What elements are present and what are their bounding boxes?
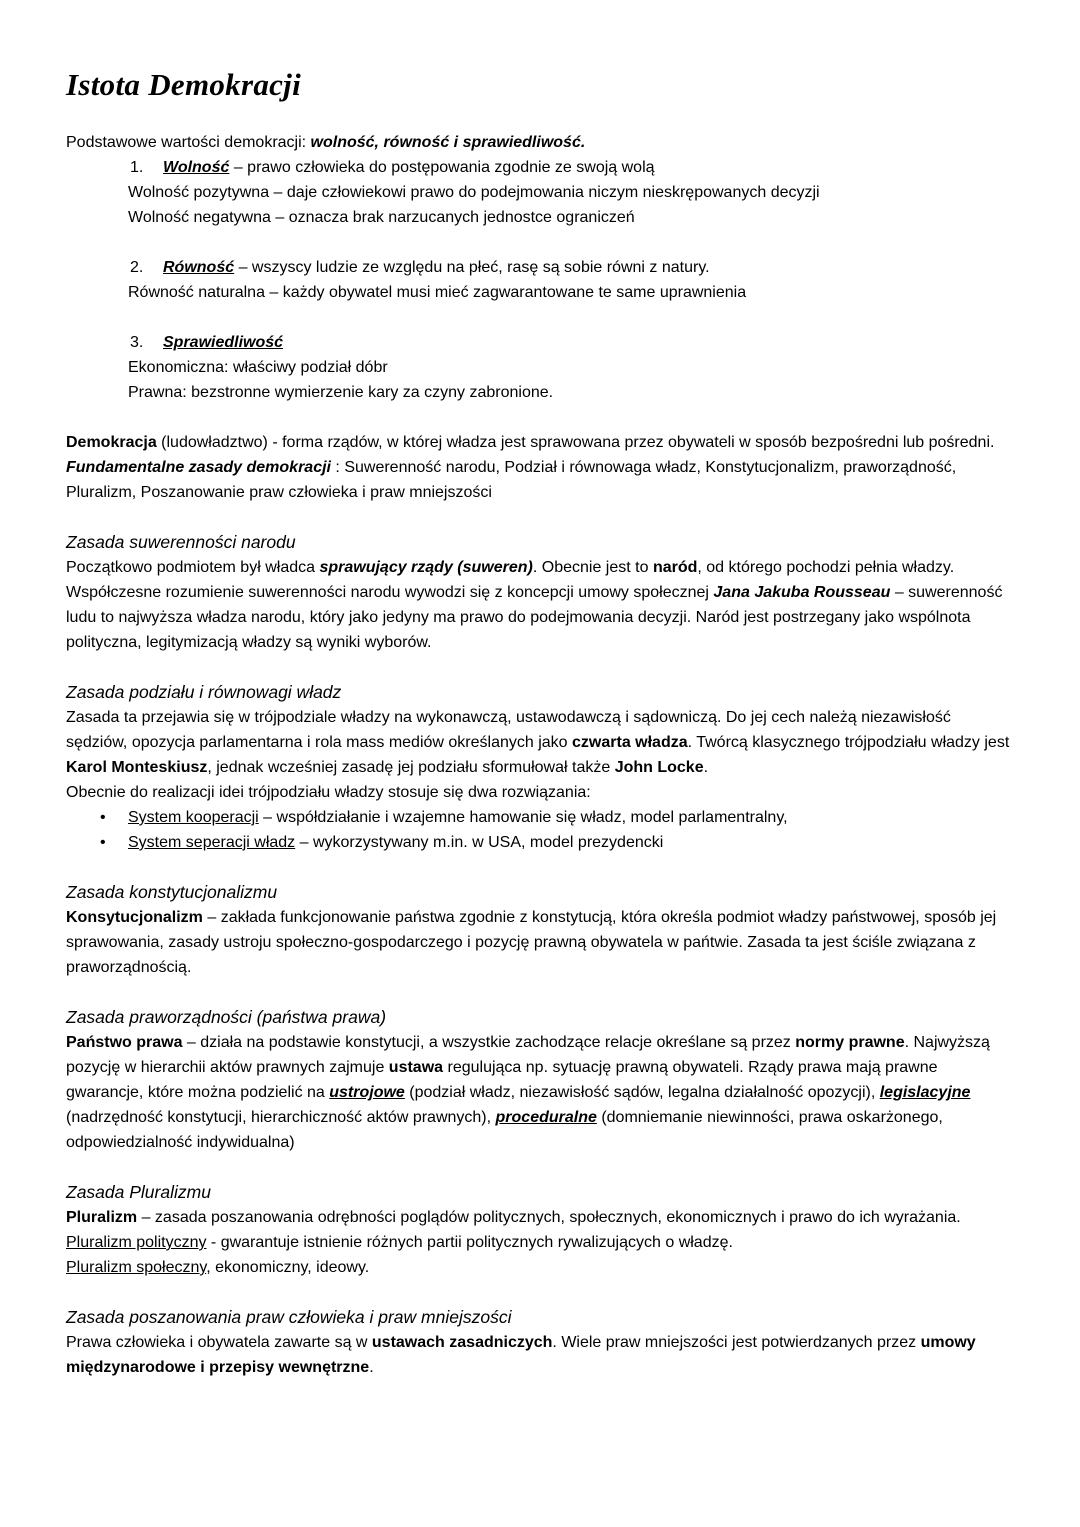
text-run: – współdziałanie i wzajemne hamowanie się władz, model parlamentralny, xyxy=(258,809,788,826)
paragraph xyxy=(66,705,1016,780)
text-run: Wolność pozytywna – daje człowiekowi prawo do podejmowania niczym nieskrępowanych decyzji xyxy=(128,184,820,201)
text-run: regulująca np. sytuację prawną obywateli. Rządy prawa mają prawne gwarancje, które można podzielić na xyxy=(66,1059,938,1101)
text-run: Zasada praworządności (państwa prawa) xyxy=(66,1007,387,1027)
bullet-icon: • xyxy=(100,809,106,826)
text-run: Równość xyxy=(163,259,235,276)
spacer xyxy=(66,1155,1016,1180)
text-run: ustawa xyxy=(388,1059,444,1076)
paragraph xyxy=(66,130,1016,155)
section-heading xyxy=(66,1305,1016,1330)
text-run: Państwo prawa xyxy=(66,1034,183,1051)
paragraph xyxy=(66,1205,1016,1230)
text-run: Sprawiedliwość xyxy=(163,334,284,351)
spacer xyxy=(66,655,1016,680)
text-run: Zasada suwerenności narodu xyxy=(66,532,296,552)
text-run: Zasada ta przejawia się w trójpodziale władzy na wykonawczą, ustawodawczą i sądowniczą. Do jej cech należą niezawisłość sędziów, opozycja parlamentarna i rola mass mediów określanych jako xyxy=(66,709,951,751)
text-run: Ekonomiczna: właściwy podział dóbr xyxy=(128,359,388,376)
text-run: Prawna: bezstronne wymierzenie kary za czyny zabronione. xyxy=(128,384,554,401)
text-run: Demokracja xyxy=(66,434,157,451)
document-body xyxy=(66,130,1016,1380)
text-run: . xyxy=(703,759,709,776)
text-run: Fundamentalne zasady demokracji xyxy=(66,459,331,476)
text-run: Równość naturalna – każdy obywatel musi mieć zagwarantowane te same uprawnienia xyxy=(128,284,747,301)
text-run: Obecnie do realizacji idei trójpodziału władzy stosuje się dwa rozwiązania: xyxy=(66,784,591,801)
text-run: John Locke xyxy=(614,759,704,776)
text-run: System kooperacji xyxy=(128,809,259,826)
text-run: . Wiele praw mniejszości jest potwierdzanych przez xyxy=(552,1334,921,1351)
text-run: System seperacji władz xyxy=(128,834,296,851)
spacer xyxy=(66,405,1016,430)
text-run: Wolność negatywna – oznacza brak narzucanych jednostce ograniczeń xyxy=(128,209,635,226)
numbered-item xyxy=(66,155,1016,180)
paragraph xyxy=(66,905,1016,980)
bullet-icon: • xyxy=(100,834,106,851)
text-run: Zasada konstytucjonalizmu xyxy=(66,882,278,902)
text-run: (domniemanie niewinności, prawa oskarżonego, odpowiedzialność indywidualna) xyxy=(66,1109,943,1151)
spacer xyxy=(66,855,1016,880)
text-run: Początkowo podmiotem był władca xyxy=(66,559,320,576)
text-run: Zasada poszanowania praw człowieka i praw mniejszości xyxy=(66,1307,512,1327)
section-heading xyxy=(66,1005,1016,1030)
text-run: proceduralne xyxy=(495,1109,597,1126)
indented-line xyxy=(66,180,1016,205)
spacer xyxy=(66,1280,1016,1305)
document-title: Istota Demokracji xyxy=(66,67,302,102)
text-run: ustawach zasadniczych xyxy=(371,1334,553,1351)
text-run: , od którego pochodzi pełnia władzy. Współczesne rozumienie suwerenności narodu wywodzi się z koncepcji umowy społecznej xyxy=(66,559,955,601)
indented-line xyxy=(66,280,1016,305)
section-heading xyxy=(66,1180,1016,1205)
section-heading xyxy=(66,880,1016,905)
text-run: . Twórcą klasycznego trójpodziału władzy jest xyxy=(687,734,1010,751)
text-run: . Najwyższą pozycję w hierarchii aktów prawnych zajmuje xyxy=(66,1034,990,1076)
section-heading xyxy=(66,530,1016,555)
text-run: Zasada Pluralizmu xyxy=(66,1182,211,1202)
text-run: umowy międzynarodowe i przepisy wewnętrzne xyxy=(66,1334,976,1376)
text-run: – wszyscy ludzie ze względu na płeć, rasę są sobie równi z natury. xyxy=(234,259,710,276)
text-run: (nadrzędność konstytucji, hierarchiczność aktów prawnych), xyxy=(66,1109,496,1126)
text-run: naród xyxy=(652,559,698,576)
paragraph xyxy=(66,555,1016,655)
paragraph xyxy=(66,1255,1016,1280)
spacer xyxy=(66,230,1016,255)
text-run: Jana Jakuba Rousseau xyxy=(713,584,891,601)
indented-line xyxy=(66,380,1016,405)
text-run: – zasada poszanowania odrębności poglądów politycznych, społecznych, ekonomicznych i prawo do ich wyrażania. xyxy=(137,1209,961,1226)
text-run: Prawa człowieka i obywatela zawarte są w xyxy=(66,1334,372,1351)
indented-line xyxy=(66,355,1016,380)
text-run: – prawo człowieka do postępowania zgodnie ze swoją wolą xyxy=(229,159,655,176)
text-run: legislacyjne xyxy=(879,1084,971,1101)
text-run: Pluralizm polityczny xyxy=(66,1234,207,1251)
numbered-item xyxy=(66,330,1016,355)
paragraph xyxy=(66,1330,1016,1380)
text-run: – wykorzystywany m.in. w USA, model prezydencki xyxy=(295,834,664,851)
bullet-item xyxy=(66,805,1016,830)
text-run: – działa na podstawie konstytucji, a wszystkie zachodzące relacje określane są przez xyxy=(182,1034,796,1051)
bullet-item xyxy=(66,830,1016,855)
text-run: Konsytucjonalizm xyxy=(66,909,203,926)
text-run: wolność, równość i sprawiedliwość. xyxy=(310,134,586,151)
text-run: Zasada podziału i równowagi władz xyxy=(66,682,342,702)
paragraph xyxy=(66,455,1016,505)
text-run: czwarta władza xyxy=(572,734,688,751)
text-run: Karol Monteskiusz xyxy=(66,759,208,776)
text-run: Podstawowe wartości demokracji: xyxy=(66,134,311,151)
section-heading xyxy=(66,680,1016,705)
text-run: Pluralizm xyxy=(66,1209,138,1226)
text-run: : Suwerenność narodu, Podział i równowaga władz, Konstytucjonalizm, praworządność, Pluralizm, Poszanowanie praw człowieka i praw mniejszości xyxy=(66,459,957,501)
text-run: Pluralizm społeczny xyxy=(66,1259,207,1276)
paragraph xyxy=(66,430,1016,455)
spacer xyxy=(66,305,1016,330)
numbered-item xyxy=(66,255,1016,280)
paragraph xyxy=(66,1230,1016,1255)
text-run: normy prawne xyxy=(795,1034,905,1051)
list-number: 1. xyxy=(130,159,144,176)
spacer xyxy=(66,505,1016,530)
text-run: - gwarantuje istnienie różnych partii politycznych rywalizujących o władzę. xyxy=(206,1234,733,1251)
indented-line xyxy=(66,205,1016,230)
text-run: – zakłada funkcjonowanie państwa zgodnie z konstytucją, która określa podmiot władzy państwowej, sposób jej sprawowania, zasady ustroju społeczno-gospodarczego i pozycję prawną obywatela w pańtwie. Zasada ta jest ściśle związana z praworządnością. xyxy=(66,909,997,976)
paragraph xyxy=(66,1030,1016,1155)
text-run: sprawujący rządy (suweren) xyxy=(319,559,533,576)
text-run: . xyxy=(369,1359,374,1376)
text-run: – suwerenność ludu to najwyższa władza narodu, który jako jedyny ma prawo do podejmowania decyzji. Naród jest postrzegany jako wspólnota polityczna, legitymizacją władzy są wyniki wyborów. xyxy=(66,584,1003,651)
spacer xyxy=(66,980,1016,1005)
text-run: ustrojowe xyxy=(329,1084,405,1101)
paragraph xyxy=(66,780,1016,805)
list-number: 2. xyxy=(130,259,144,276)
text-run: , ekonomiczny, ideowy. xyxy=(206,1259,370,1276)
text-run: (podział władz, niezawisłość sądów, legalna działalność opozycji), xyxy=(404,1084,880,1101)
list-number: 3. xyxy=(130,334,144,351)
text-run: Wolność xyxy=(163,159,230,176)
text-run: , jednak wcześniej zasadę jej podziału sformułował także xyxy=(207,759,615,776)
text-run: . Obecnie jest to xyxy=(532,559,653,576)
text-run: (ludowładztwo) - forma rządów, w której władza jest sprawowana przez obywateli w sposób bezpośredni lub pośredni. xyxy=(156,434,995,451)
